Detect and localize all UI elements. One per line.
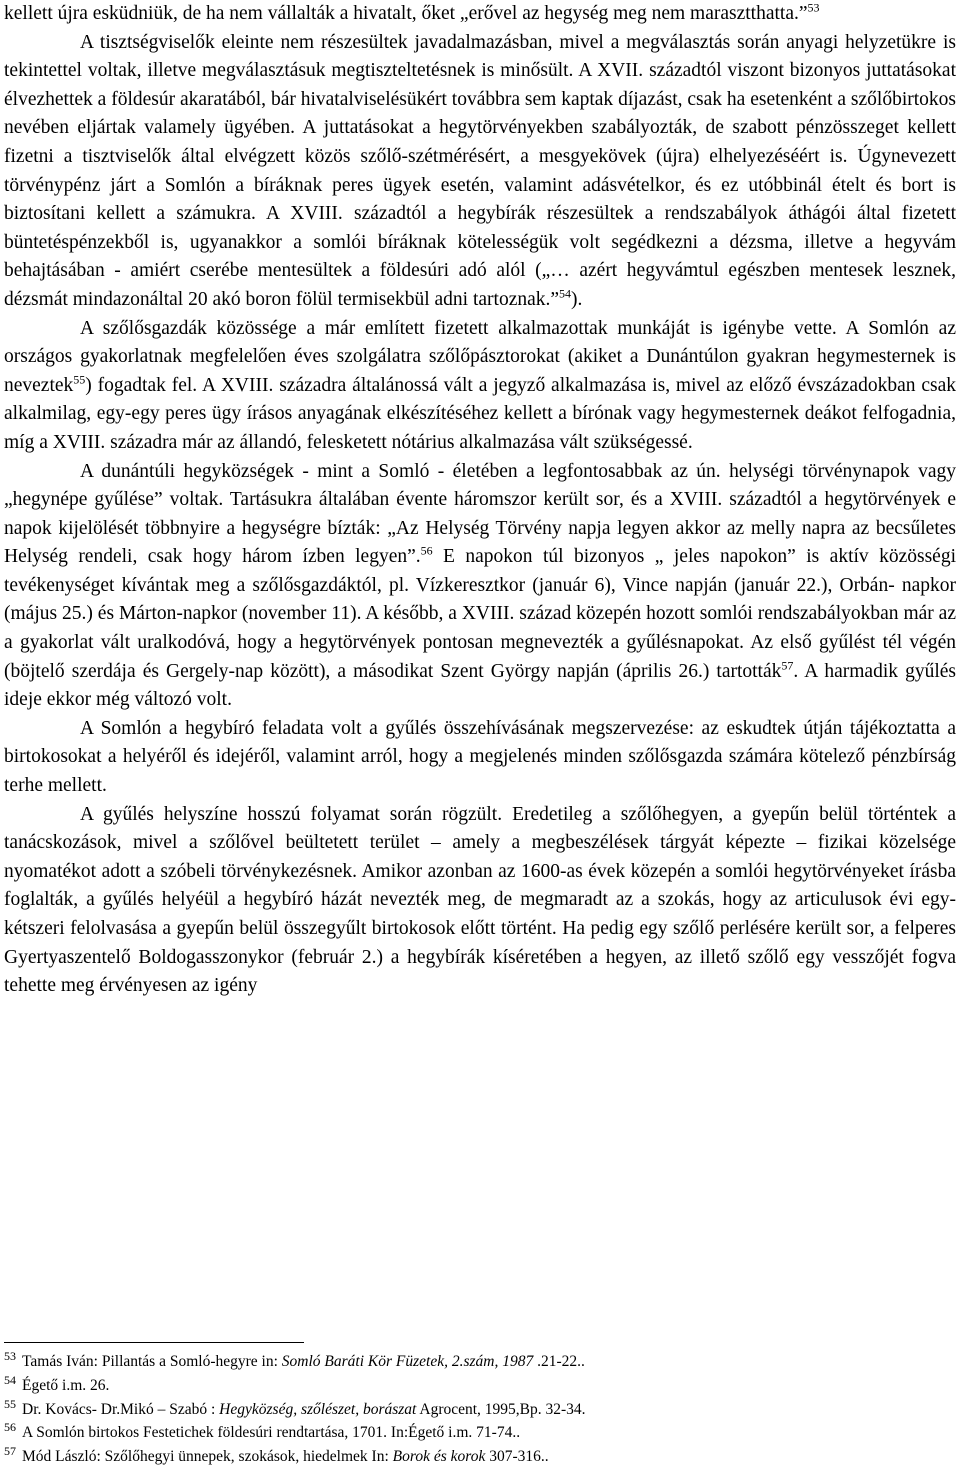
- paragraph-text: A gyűlés helyszíne hosszú folyamat során rögzült. Eredetileg a szőlőhegyen, a gyepűn belül történtek a tanácskozások, mivel a szőlővel beültetett terület – amely a megbeszélések tárgyát képezte – fizikai közelsége nyomatékot adott a szóbeli törvénykezésnek. Amikor azonban az 1600-as évek közepén a somlói hegytörvényeket írásba foglalták, a gyűlés helyéül a hegybíró házát nevezték meg, de megmaradt az a szokás, hogy az articulusok évi egy-kétszeri felolvasása a gyepűn belül összegyűlt birtokosok előtt történt. Ha pedig egy szőlő perlésére került sor, a felperes Gyertyaszentelő Boldogasszonykor (február 2.) a hegybírák kíséretében a hegyen, az illető szőlő egy vesszőjét fogva tehette meg érvényesen az igény: [4, 803, 956, 997]
- footnotes: [4, 1350, 956, 1469]
- footnote-text: Égető i.m. 26.: [22, 1376, 110, 1394]
- footnote-number: 57: [4, 1444, 16, 1459]
- document-page: [4, 0, 956, 1001]
- footnote-reference: 55: [73, 372, 86, 387]
- paragraph-text: A szőlősgazdák közössége a már említett fizetett alkalmazottak munkáját is igénybe vette. A Somlón az országos gyakorlatnak megfelelően éves szolgálatra szőlőpásztorokat (akiket a Dunántúlon gyakran hegymesternek is neveztek: [4, 317, 956, 396]
- footnote-number: 53: [4, 1348, 16, 1363]
- footnote-reference: 56: [420, 543, 433, 558]
- footnote-text: Tamás Iván: Pillantás a Somló-hegyre in:: [22, 1353, 282, 1370]
- paragraph-text: ) fogadtak fel. A XVIII. századra általánossá vált a jegyző alkalmazása is, mivel az előző évszázadokban csak alkalmilag, egy-egy peres ügy írásos anyagának elkészítéséhez kellett a bírónak vagy hegymesternek deákot felfogadnia, míg a XVIII. századra már az állandó, felesketett nótárius alkalmazása vált szükségessé.: [4, 374, 956, 453]
- footnote-reference: 57: [781, 658, 794, 673]
- paragraph: [4, 458, 956, 715]
- footnote-number: 56: [4, 1420, 16, 1435]
- paragraph-text: A Somlón a hegybíró feladata volt a gyűlés összehívásának megszervezése: az eskudtek útján tájékoztatta a birtokosokat a helyéről és idejéről, valamint arról, hogy a megjelenés minden szőlősgazda számára kötelező pénzbírság terhe mellett.: [4, 717, 956, 797]
- footnote-number: 55: [4, 1396, 16, 1411]
- footnote-text: A Somlón birtokos Festetichek földesúri rendtartása, 1701. In:Égető i.m. 71-74..: [22, 1424, 521, 1442]
- footnote-text: 307-316..: [485, 1448, 549, 1466]
- paragraph-text: . A harmadik gyűlés ideje ekkor még változó volt.: [4, 660, 956, 711]
- footnote-text: Mód László: Szőlőhegyi ünnepek, szokások, hiedelmek In:: [22, 1448, 393, 1466]
- footnote-source-title: Somló Baráti Kör Füzetek, 2.szám, 1987: [281, 1353, 534, 1370]
- footnote-source-title: Hegyközség, szőlészet, borászat: [219, 1400, 417, 1418]
- paragraph: [4, 801, 956, 1001]
- paragraph: [4, 29, 956, 315]
- paragraph-text: ).: [571, 288, 583, 310]
- footnote-54: [4, 1374, 956, 1398]
- paragraph: [4, 0, 956, 29]
- footnote-reference: 53: [807, 0, 820, 15]
- footnote-source-title: Borok és korok: [392, 1448, 486, 1466]
- paragraph: [4, 315, 956, 458]
- footnote-57: [4, 1445, 956, 1469]
- paragraph-text: A tisztségviselők eleinte nem részesültek javadalmazásban, mivel a megválasztás során anyagi helyzetükre is tekintettel voltak, illetve megválasztásuk megtiszteltetésnek is minősült. A XVII. századtól viszont bizonyos juttatásokat élvezhettek a földesúr akaratából, bár hivatalviselésükért továbbra sem kaptak díjazást, csak ha esetenként a szőlőbirtokos nevében eljártak valamely ügyében. A juttatásokat a hegytörvényekben szabályozták, de szabott pénzösszeget kellett fizetni a tisztviselők által elvégzett közös szőlő-szétmérésért, a mesgyekövek (újra) elhelyezéséért is. Úgynevezett törvénypénz járt a Somlón a bíráknak peres ügyek esetén, valamint adásvételkor, és ez utóbbinál ételt és bort is biztosítani kellett a számukra. A XVIII. századtól a hegybírák részesültek a rendszabályok áthágói által fizetett büntetéspénzekből is, ugyanakkor a somlói bíráknak kötelességük volt segédkezni a dézsma, illetve a hegyvám behajtásában - amiért cserébe mentesültek a földesúri adó alól („… azért hegyvámtul egészben mentesek lesznek, dézsmát mindazonáltal 20 akó boron fölül termisekbül adni tartoznak.”: [4, 31, 956, 310]
- footnote-text: .21-22..: [533, 1353, 585, 1370]
- body-text: [4, 0, 956, 1001]
- footnote-text: Dr. Kovács- Dr.Mikó – Szabó :: [22, 1400, 220, 1418]
- footnote-text: Agrocent, 1995,Bp. 32-34.: [416, 1400, 586, 1418]
- paragraph-text: E napokon túl bizonyos „ jeles napokon” is aktív közösségi tevékenységet kívántak meg a szőlősgazdáktól, pl. Vízkeresztkor (január 6), Vince napján (január 22.), Orbán- napkor (május 25.) és Márton-napkor (november 11). A később, a XVIII. század közepén hozott somlói rendszabályokban már az a gyakorlat vált uralkodóvá, hogy a hegytörvények pontosan megnevezték a gyűlésnapokat. Az első gyűlést tél végén (böjtelő szerdája és Gergely-nap között), a másodikat Szent György napján (április 26.) tartották: [4, 546, 956, 682]
- paragraph: [4, 715, 956, 801]
- footnote-55: [4, 1398, 956, 1422]
- paragraph-text: A dunántúli hegyközségek - mint a Somló - életében a legfontosabbak az ún. helységi törvénynapok vagy „hegynépe gyűlése” voltak. Tartásukra általában évente háromszor került sor, és a XVIII. századtól a hegytörvények e napok kijelölését többnyire a hegységre bízták: „Az Helység Törvény napja legyen akkor az melly napra az becsűletes Helység rendeli, csak hogy három ízben legyen”.: [4, 460, 956, 568]
- footnote-separator: [4, 1342, 304, 1343]
- footnote-53: [4, 1350, 956, 1374]
- footnote-56: [4, 1421, 956, 1445]
- footnote-number: 54: [4, 1372, 16, 1387]
- paragraph-text: kellett újra esküdniük, de ha nem vállalták a hivatalt, őket „erővel az hegység meg nem marasztthatta.”: [4, 3, 808, 24]
- footnote-reference: 54: [559, 286, 572, 301]
